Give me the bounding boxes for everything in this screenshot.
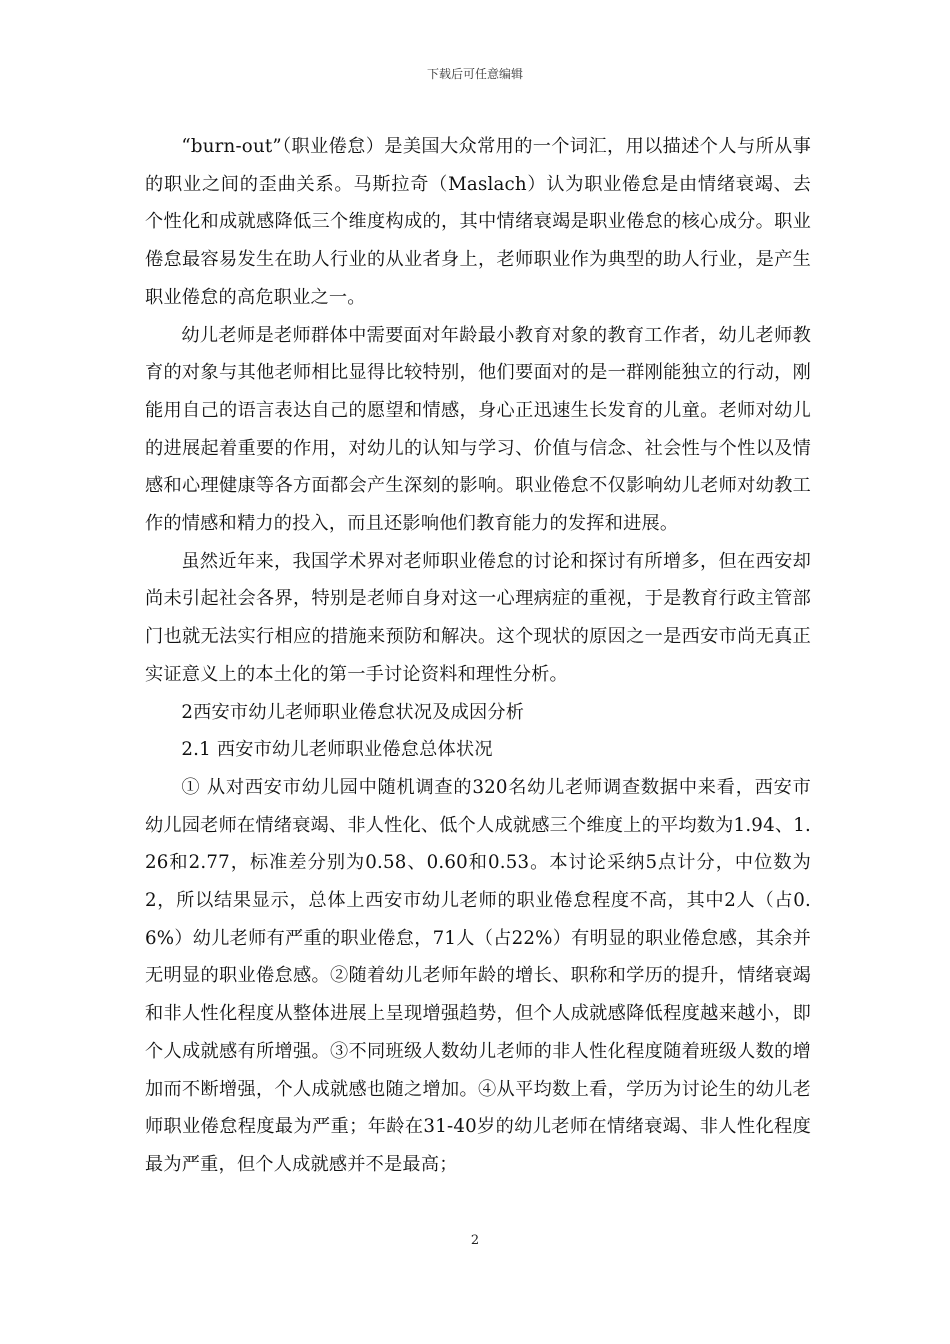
- subsection-heading-2-1: 2.1 西安市幼儿老师职业倦怠总体状况: [181, 739, 493, 761]
- paragraph-kindergarten-teachers: 幼儿老师是老师群体中需要面对年龄最小教育对象的教育工作者，幼儿老师教育的对象与其他老师相比显得比较特别，他们要面对的是一群刚能独立的行动，刚能用自己的语言表达自己的愿望和情感，身心正迅速生长发育的儿童。老师对幼儿的进展起着重要的作用，对幼儿的认知与学习、价值与信念、社会性与个性以及情感和心理健康等各方面都会产生深刻的影响。职业倦怠不仅影响幼儿老师对幼教工作的情感和精力的投入，而且还影响他们教育能力的发挥和进展。: [145, 324, 811, 535]
- paragraph-survey-results: ① 从对西安市幼儿园中随机调查的320名幼儿老师调查数据中来看，西安市幼儿园老师在情绪衰竭、非人性化、低个人成就感三个维度上的平均数为1.94、1.26和2.77，标准差分别为0.58、0.60和0.53。本讨论采纳5点计分，中位数为2，所以结果显示，总体上西安市幼儿老师的职业倦怠程度不高，其中2人（占0.6%）幼儿老师有严重的职业倦怠，71人（占22%）有明显的职业倦怠感，其余并无明显的职业倦怠感。②随着幼儿老师年龄的增长、职称和学历的提升，情绪衰竭和非人性化程度从整体进展上呈现增强趋势，但个人成就感降低程度越来越小，即个人成就感有所增强。③不同班级人数幼儿老师的非人性化程度随着班级人数的增加而不断增强，个人成就感也随之增加。④从平均数上看，学历为讨论生的幼儿老师职业倦怠程度最为严重；年龄在31-40岁的幼儿老师在情绪衰竭、非人性化程度最为严重，但个人成就感并不是最高；: [145, 776, 811, 1175]
- page-number: 2: [470, 1233, 480, 1248]
- page-header: 下载后可任意编辑: [426, 67, 523, 81]
- section-heading-2: 2西安市幼儿老师职业倦怠状况及成因分析: [181, 701, 525, 723]
- paragraph-burnout-definition: “burn-out”（职业倦怠）是美国大众常用的一个词汇，用以描述个人与所从事的职业之间的歪曲关系。马斯拉奇（Maslach）认为职业倦怠是由情绪衰竭、去个性化和成就感降低三个维度构成的，其中情绪衰竭是职业倦怠的核心成分。职业倦怠最容易发生在助人行业的从业者身上，老师职业作为典型的助人行业，是产生职业倦怠的高危职业之一。: [145, 136, 811, 308]
- paragraph-research-status: 虽然近年来，我国学术界对老师职业倦怠的讨论和探讨有所增多，但在西安却尚未引起社会各界，特别是老师自身对这一心理病症的重视，于是教育行政主管部门也就无法实行相应的措施来预防和解决。这个现状的原因之一是西安市尚无真正实证意义上的本土化的第一手讨论资料和理性分析。: [145, 550, 811, 685]
- body-text: [145, 128, 811, 1184]
